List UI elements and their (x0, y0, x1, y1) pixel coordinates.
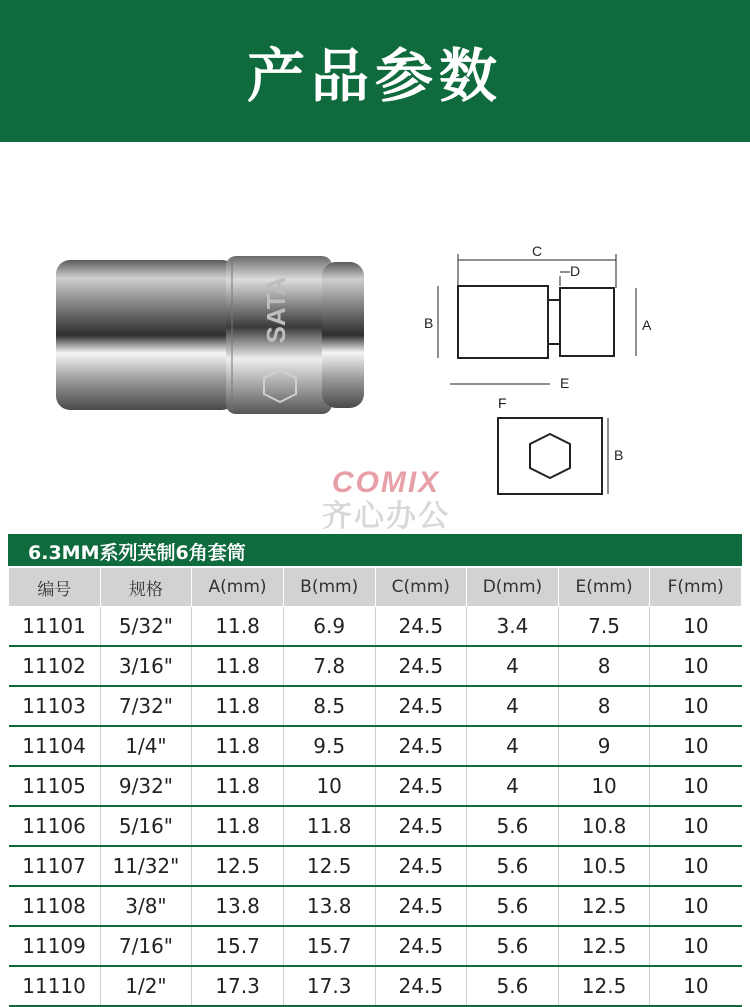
cell-size: 7/32" (100, 686, 192, 726)
cell-f: 10 (650, 886, 742, 926)
cell-f: 10 (650, 607, 742, 647)
cell-f: 10 (650, 686, 742, 726)
cell-b: 7.8 (283, 646, 375, 686)
cell-c: 24.5 (375, 686, 467, 726)
cell-f: 10 (650, 966, 742, 1006)
dim-label-b-hex: B (614, 447, 624, 463)
cell-b: 11.8 (283, 806, 375, 846)
cell-d: 5.6 (467, 966, 559, 1006)
cell-code: 11105 (9, 766, 101, 806)
cell-e: 9 (558, 726, 650, 766)
col-header-size: 规格 (100, 568, 192, 607)
table-row (9, 646, 742, 686)
cell-c: 24.5 (375, 846, 467, 886)
table-header-row (9, 568, 742, 607)
cell-code: 11106 (9, 806, 101, 846)
cell-a: 11.8 (192, 607, 284, 647)
watermark (296, 466, 476, 536)
cell-a: 12.5 (192, 846, 284, 886)
cell-e: 8 (558, 686, 650, 726)
cell-size: 9/32" (100, 766, 192, 806)
cell-d: 4 (467, 726, 559, 766)
cell-a: 11.8 (192, 766, 284, 806)
col-header-b: B(mm) (283, 568, 375, 607)
cell-d: 4 (467, 766, 559, 806)
cell-code: 11103 (9, 686, 101, 726)
cell-code: 11110 (9, 966, 101, 1006)
cell-b: 6.9 (283, 607, 375, 647)
cell-f: 10 (650, 846, 742, 886)
cell-b: 13.8 (283, 886, 375, 926)
cell-a: 15.7 (192, 926, 284, 966)
cell-size: 3/16" (100, 646, 192, 686)
cell-code: 11109 (9, 926, 101, 966)
cell-code: 11104 (9, 726, 101, 766)
table-row (9, 966, 742, 1006)
table-row (9, 926, 742, 966)
col-header-code: 编号 (9, 568, 101, 607)
cell-b: 15.7 (283, 926, 375, 966)
dim-label-c: C (531, 243, 543, 259)
cell-f: 10 (650, 726, 742, 766)
cell-b: 12.5 (283, 846, 375, 886)
cell-d: 5.6 (467, 926, 559, 966)
col-header-d: D(mm) (467, 568, 559, 607)
cell-e: 10.5 (558, 846, 650, 886)
cell-a: 11.8 (192, 686, 284, 726)
cell-d: 3.4 (467, 607, 559, 647)
col-header-c: C(mm) (375, 568, 467, 607)
cell-code: 11101 (9, 607, 101, 647)
cell-code: 11102 (9, 646, 101, 686)
page-header (0, 0, 750, 142)
cell-c: 24.5 (375, 607, 467, 647)
table-row (9, 806, 742, 846)
cell-d: 4 (467, 646, 559, 686)
cell-c: 24.5 (375, 886, 467, 926)
cell-size: 11/32" (100, 846, 192, 886)
col-header-e: E(mm) (558, 568, 650, 607)
brand-logo-text: SATA (260, 276, 291, 344)
cell-a: 13.8 (192, 886, 284, 926)
cell-code: 11108 (9, 886, 101, 926)
cell-code: 11107 (9, 846, 101, 886)
dim-label-e: E (560, 375, 570, 391)
cell-size: 5/32" (100, 607, 192, 647)
cell-b: 8.5 (283, 686, 375, 726)
col-header-f: F(mm) (650, 568, 742, 607)
dim-label-b: B (424, 315, 434, 331)
cell-c: 24.5 (375, 646, 467, 686)
dim-label-f: F (498, 395, 507, 411)
cell-e: 12.5 (558, 966, 650, 1006)
cell-e: 8 (558, 646, 650, 686)
table-title: 6.3MM系列英制6角套筒 (28, 542, 246, 564)
table-row (9, 607, 742, 647)
cell-d: 5.6 (467, 886, 559, 926)
page-title: 产品参数 (246, 42, 503, 110)
cell-d: 5.6 (467, 846, 559, 886)
cell-c: 24.5 (375, 726, 467, 766)
dim-label-d: D (570, 263, 581, 279)
cell-c: 24.5 (375, 806, 467, 846)
dim-label-a: A (642, 317, 652, 333)
table-row (9, 726, 742, 766)
cell-a: 11.8 (192, 726, 284, 766)
watermark-brand: COMIX (331, 466, 441, 499)
cell-f: 10 (650, 806, 742, 846)
table-row (9, 686, 742, 726)
cell-size: 1/2" (100, 966, 192, 1006)
cell-size: 5/16" (100, 806, 192, 846)
cell-size: 1/4" (100, 726, 192, 766)
table-row (9, 846, 742, 886)
cell-a: 11.8 (192, 806, 284, 846)
cell-f: 10 (650, 646, 742, 686)
cell-e: 12.5 (558, 926, 650, 966)
cell-b: 9.5 (283, 726, 375, 766)
watermark-cn: 齐心办公 (322, 499, 450, 534)
cell-size: 7/16" (100, 926, 192, 966)
cell-c: 24.5 (375, 966, 467, 1006)
col-header-a: A(mm) (192, 568, 284, 607)
table-title-banner (8, 534, 742, 566)
cell-c: 24.5 (375, 766, 467, 806)
cell-a: 17.3 (192, 966, 284, 1006)
table-row (9, 766, 742, 806)
cell-b: 17.3 (283, 966, 375, 1006)
cell-e: 7.5 (558, 607, 650, 647)
cell-size: 3/8" (100, 886, 192, 926)
cell-e: 10 (558, 766, 650, 806)
cell-b: 10 (283, 766, 375, 806)
cell-a: 11.8 (192, 646, 284, 686)
cell-d: 5.6 (467, 806, 559, 846)
cell-e: 12.5 (558, 886, 650, 926)
cell-f: 10 (650, 926, 742, 966)
spec-table (8, 567, 742, 1007)
cell-e: 10.8 (558, 806, 650, 846)
cell-d: 4 (467, 686, 559, 726)
cell-c: 24.5 (375, 926, 467, 966)
socket-product-image (50, 250, 370, 420)
table-row (9, 886, 742, 926)
cell-f: 10 (650, 766, 742, 806)
